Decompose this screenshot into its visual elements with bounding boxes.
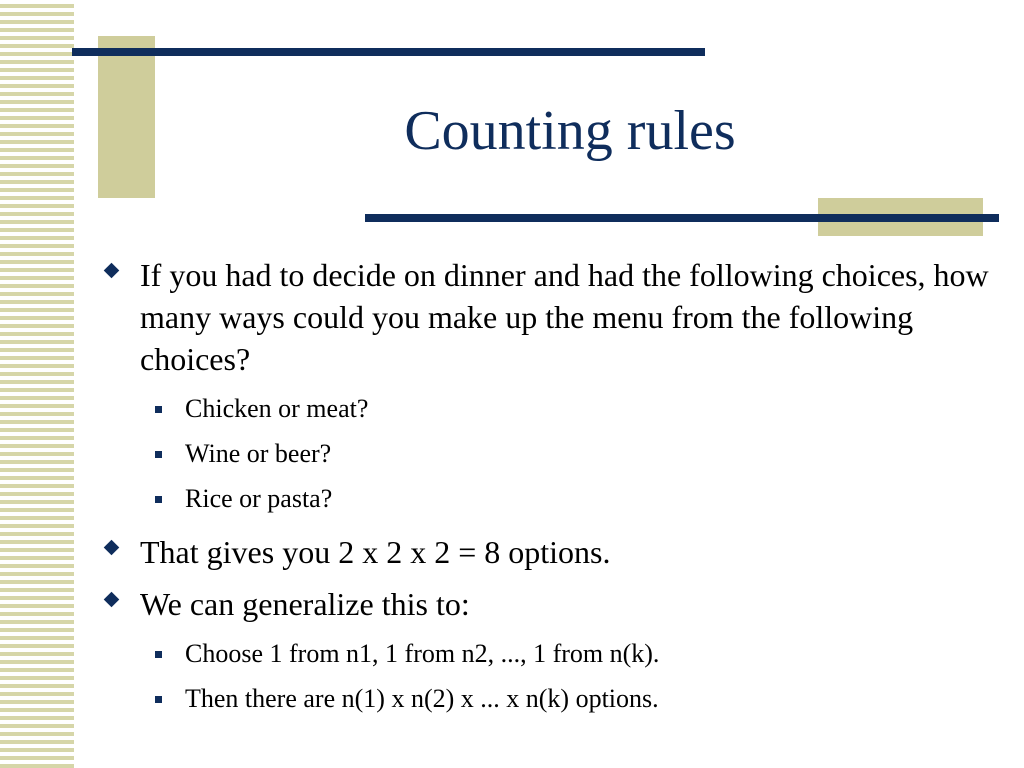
sub-bullet-text: Chicken or meat?	[185, 394, 369, 423]
bullet-item	[100, 583, 1000, 625]
square-bullet-icon	[155, 451, 162, 458]
sub-bullet-item	[100, 676, 1000, 721]
square-bullet-icon	[155, 651, 162, 658]
bullet-item	[100, 254, 1000, 380]
slide-body	[100, 254, 1000, 721]
sub-bullet-item	[100, 386, 1000, 431]
bullet-text: That gives you 2 x 2 x 2 = 8 options.	[140, 534, 611, 570]
bullet-text: If you had to decide on dinner and had the following choices, how many ways could you make up the menu from the following choices?	[140, 257, 989, 377]
square-bullet-icon	[155, 496, 162, 503]
navy-rule-top	[72, 48, 705, 56]
sub-bullet-text: Then there are n(1) x n(2) x ... x n(k) options.	[185, 684, 659, 713]
diamond-bullet-icon	[104, 592, 120, 608]
bullet-text: We can generalize this to:	[140, 586, 470, 622]
slide-title: Counting rules	[404, 100, 736, 162]
side-stripe-decoration	[0, 0, 74, 768]
bullet-item	[100, 531, 1000, 573]
sub-bullet-text: Rice or pasta?	[185, 484, 333, 513]
sub-bullet-item	[100, 476, 1000, 521]
diamond-bullet-icon	[104, 263, 120, 279]
diamond-bullet-icon	[104, 540, 120, 556]
square-bullet-icon	[155, 696, 162, 703]
sub-bullet-item	[100, 631, 1000, 676]
square-bullet-icon	[155, 406, 162, 413]
tan-accent-block-top	[98, 36, 155, 198]
sub-bullet-text: Choose 1 from n1, 1 from n2, ..., 1 from n(k).	[185, 639, 660, 668]
sub-bullet-item	[100, 431, 1000, 476]
sub-bullet-text: Wine or beer?	[185, 439, 332, 468]
navy-rule-bottom	[365, 214, 999, 222]
